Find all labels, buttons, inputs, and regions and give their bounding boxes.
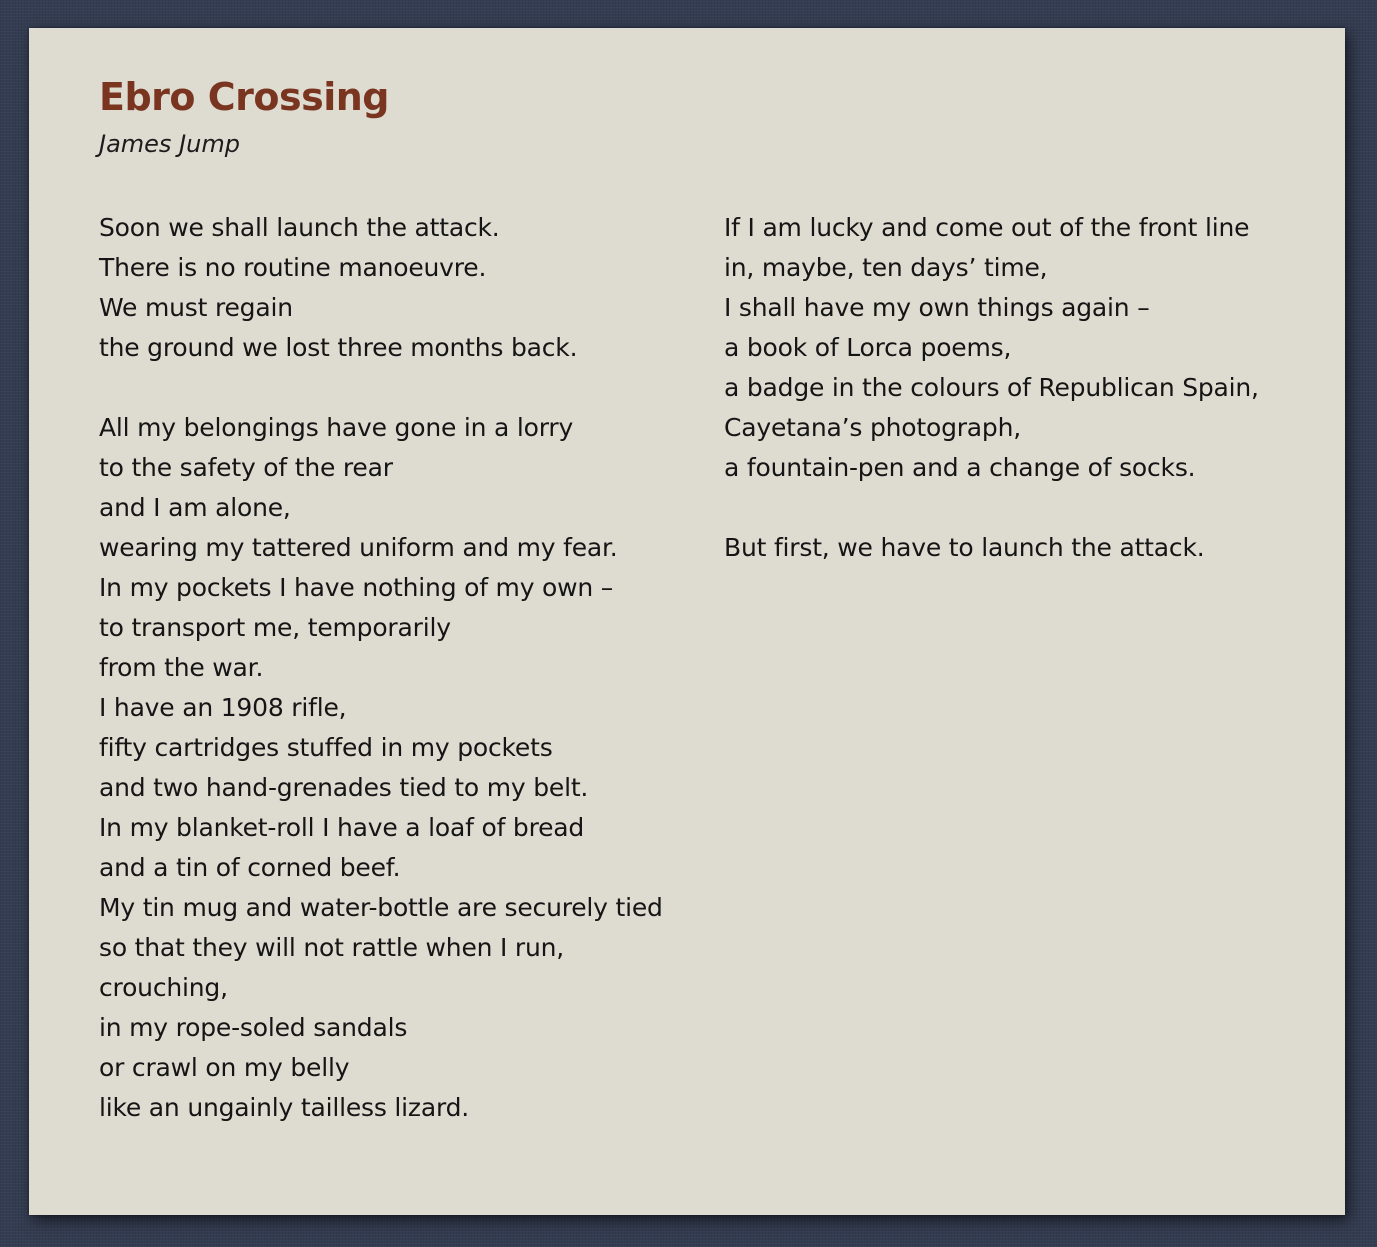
stanza — [99, 208, 663, 368]
poem-line: Cayetana’s photograph, — [724, 413, 1021, 442]
poem-line: fifty cartridges stuffed in my pockets — [99, 733, 553, 762]
poem-line: crouching, — [99, 973, 228, 1002]
stanza — [724, 528, 1259, 568]
poem-card — [29, 28, 1345, 1215]
poem-line: I have an 1908 rifle, — [99, 693, 347, 722]
poem-line: Soon we shall launch the attack. — [99, 213, 500, 242]
poem-line: and two hand-grenades tied to my belt. — [99, 773, 589, 802]
poem-line: In my blanket-roll I have a loaf of bread — [99, 813, 585, 842]
poem-title: Ebro Crossing — [99, 75, 389, 119]
poem-line: a book of Lorca poems, — [724, 333, 1012, 362]
poem-line: wearing my tattered uniform and my fear. — [99, 533, 618, 562]
poem-line: in my rope-soled sandals — [99, 1013, 408, 1042]
poem-line: and I am alone, — [99, 493, 291, 522]
poem-line: I shall have my own things again – — [724, 293, 1150, 322]
poem-line: There is no routine manoeuvre. — [99, 253, 487, 282]
poem-line: and a tin of corned beef. — [99, 853, 401, 882]
poem-line: in, maybe, ten days’ time, — [724, 253, 1048, 282]
poem-line: like an ungainly tailless lizard. — [99, 1093, 469, 1122]
poem-line: My tin mug and water-bottle are securely tied — [99, 893, 663, 922]
poem-line: But first, we have to launch the attack. — [724, 533, 1205, 562]
left-column — [99, 208, 663, 1168]
poem-line: to the safety of the rear — [99, 453, 393, 482]
poem-line: a fountain-pen and a change of socks. — [724, 453, 1196, 482]
poem-author: James Jump — [99, 130, 240, 158]
poem-line: We must regain — [99, 293, 293, 322]
poem-line: or crawl on my belly — [99, 1053, 350, 1082]
stanza — [724, 208, 1259, 488]
poem-line: In my pockets I have nothing of my own – — [99, 573, 614, 602]
right-column — [724, 208, 1259, 608]
poem-line: so that they will not rattle when I run, — [99, 933, 565, 962]
stanza — [99, 408, 663, 1128]
poem-line: If I am lucky and come out of the front line — [724, 213, 1250, 242]
poem-line: the ground we lost three months back. — [99, 333, 578, 362]
poem-line: from the war. — [99, 653, 264, 682]
poem-line: All my belongings have gone in a lorry — [99, 413, 574, 442]
poem-line: a badge in the colours of Republican Spain, — [724, 373, 1259, 402]
poem-line: to transport me, temporarily — [99, 613, 451, 642]
